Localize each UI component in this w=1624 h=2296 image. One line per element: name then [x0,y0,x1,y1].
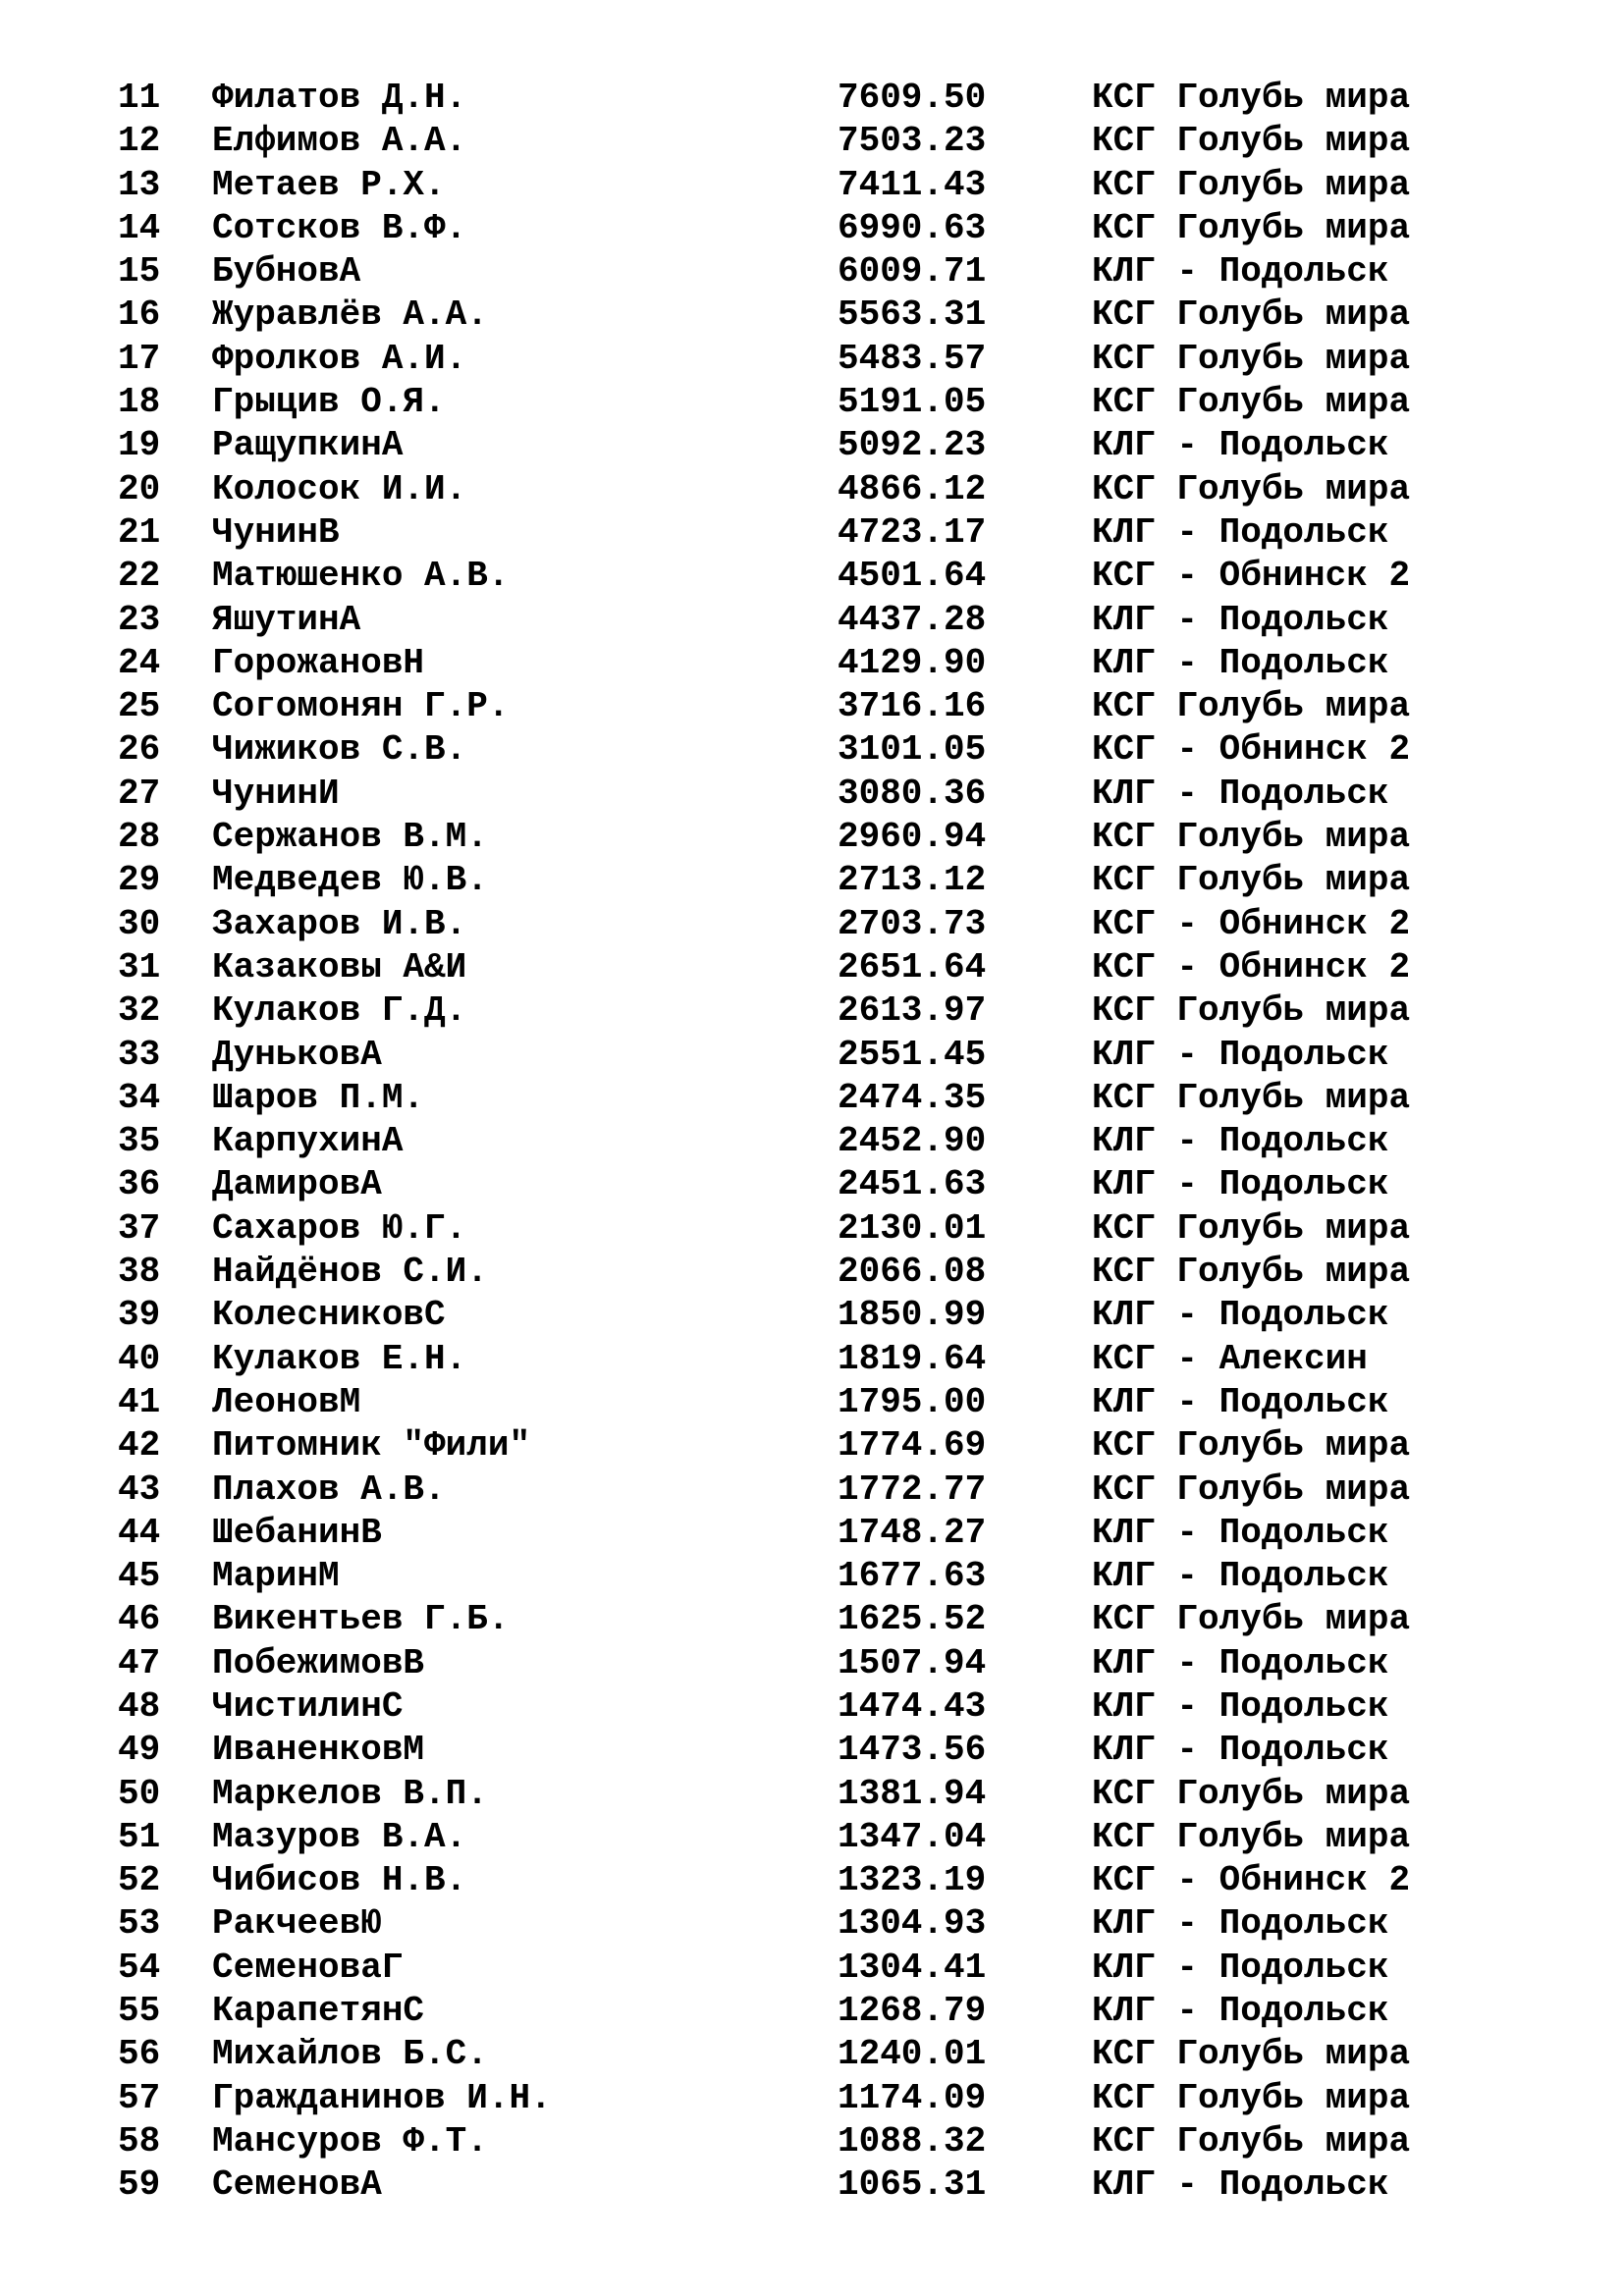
club-cell: КЛГ - Подольск [1092,1903,1389,1945]
club-cell: КСГ Голубь мира [1092,2077,1411,2118]
name-cell: Сотсков В.Ф. [212,207,467,248]
name-cell: Кулаков Г.Д. [212,990,467,1032]
table-row [0,1468,1624,1512]
club-cell: КСГ Голубь мира [1092,78,1411,118]
name-cell: СеменовА [212,2164,382,2206]
name-cell: Маркелов В.П. [212,1773,488,1814]
rank-cell: 46 [118,1599,161,1640]
club-cell: КСГ Голубь мира [1092,382,1411,423]
rank-cell: 22 [118,556,161,597]
rank-cell: 41 [118,1381,161,1422]
table-row [0,1338,1624,1381]
name-cell: ГорожановН [212,642,425,683]
name-cell: Елфимов А.А. [212,121,467,162]
name-cell: Сержанов В.М. [212,817,488,858]
club-cell: КЛГ - Подольск [1092,1295,1389,1336]
club-cell: КСГ Голубь мира [1092,121,1411,162]
rank-cell: 32 [118,990,161,1032]
rank-cell: 13 [118,164,161,205]
rank-cell: 20 [118,468,161,509]
rank-cell: 28 [118,817,161,858]
rank-cell: 11 [118,78,161,118]
rank-cell: 47 [118,1642,161,1683]
name-cell: Михайлов Б.С. [212,2034,488,2075]
rank-cell: 53 [118,1903,161,1945]
score-cell: 2703.73 [838,903,987,944]
table-row [0,1902,1624,1946]
table-row [0,1990,1624,2033]
name-cell: Питомник "Фили" [212,1425,531,1467]
table-row [0,77,1624,120]
rank-cell: 34 [118,1077,161,1118]
score-cell: 1772.77 [838,1468,987,1510]
rank-cell: 17 [118,338,161,379]
score-cell: 6009.71 [838,251,987,293]
table-row [0,1816,1624,1859]
score-cell: 3716.16 [838,686,987,727]
rank-cell: 38 [118,1252,161,1293]
rank-cell: 27 [118,773,161,814]
name-cell: РащупкинА [212,425,404,466]
table-row [0,1947,1624,1990]
score-cell: 1625.52 [838,1599,987,1640]
club-cell: КЛГ - Подольск [1092,1164,1389,1205]
name-cell: РакчеевЮ [212,1903,382,1945]
club-cell: КЛГ - Подольск [1092,1685,1389,1727]
table-row [0,1034,1624,1077]
club-cell: КЛГ - Подольск [1092,425,1389,466]
table-row [0,294,1624,337]
table-row [0,120,1624,163]
club-cell: КСГ - Обнинск 2 [1092,903,1411,944]
score-cell: 1347.04 [838,1816,987,1857]
rank-cell: 12 [118,121,161,162]
rank-cell: 26 [118,729,161,771]
rank-cell: 56 [118,2034,161,2075]
table-row [0,989,1624,1033]
club-cell: КСГ Голубь мира [1092,164,1411,205]
table-row [0,1120,1624,1163]
rank-cell: 23 [118,599,161,640]
score-cell: 5563.31 [838,294,987,336]
score-cell: 3101.05 [838,729,987,771]
score-cell: 4866.12 [838,468,987,509]
table-row [0,728,1624,772]
club-cell: КСГ - Обнинск 2 [1092,946,1411,988]
club-cell: КЛГ - Подольск [1092,1512,1389,1553]
score-cell: 1174.09 [838,2077,987,2118]
score-cell: 1774.69 [838,1425,987,1467]
name-cell: ЛеоновМ [212,1381,361,1422]
score-cell: 5191.05 [838,382,987,423]
rank-cell: 55 [118,1991,161,2032]
score-cell: 1240.01 [838,2034,987,2075]
score-cell: 5483.57 [838,338,987,379]
club-cell: КЛГ - Подольск [1092,599,1389,640]
name-cell: КарапетянС [212,1991,425,2032]
score-cell: 2066.08 [838,1252,987,1293]
table-row [0,1642,1624,1685]
table-row [0,946,1624,989]
club-cell: КСГ Голубь мира [1092,1599,1411,1640]
rank-cell: 36 [118,1164,161,1205]
table-row [0,555,1624,598]
score-cell: 1323.19 [838,1860,987,1901]
score-cell: 1268.79 [838,1991,987,2032]
name-cell: Захаров И.В. [212,903,467,944]
club-cell: КЛГ - Подольск [1092,773,1389,814]
name-cell: Грыцив О.Я. [212,382,446,423]
name-cell: Кулаков Е.Н. [212,1338,467,1379]
table-row [0,468,1624,511]
name-cell: Фролков А.И. [212,338,467,379]
table-row [0,1859,1624,1902]
club-cell: КЛГ - Подольск [1092,251,1389,293]
name-cell: Метаев Р.Х. [212,164,446,205]
rank-cell: 14 [118,207,161,248]
name-cell: Найдёнов С.И. [212,1252,488,1293]
rank-cell: 19 [118,425,161,466]
table-row [0,1512,1624,1555]
table-row [0,511,1624,555]
name-cell: Мазуров В.А. [212,1816,467,1857]
score-cell: 7411.43 [838,164,987,205]
rank-cell: 37 [118,1207,161,1249]
club-cell: КСГ Голубь мира [1092,338,1411,379]
club-cell: КСГ - Обнинск 2 [1092,556,1411,597]
score-cell: 1088.32 [838,2120,987,2162]
name-cell: ЧунинВ [212,511,340,553]
score-cell: 2452.90 [838,1121,987,1162]
club-cell: КСГ Голубь мира [1092,207,1411,248]
rank-cell: 48 [118,1685,161,1727]
rank-cell: 24 [118,642,161,683]
score-cell: 2130.01 [838,1207,987,1249]
table-row [0,2120,1624,2163]
rank-cell: 50 [118,1773,161,1814]
name-cell: Викентьев Г.Б. [212,1599,510,1640]
score-cell: 1850.99 [838,1295,987,1336]
club-cell: КСГ Голубь мира [1092,817,1411,858]
club-cell: КСГ Голубь мира [1092,2120,1411,2162]
score-cell: 7503.23 [838,121,987,162]
name-cell: КарпухинА [212,1121,404,1162]
results-list [0,77,1624,2208]
rank-cell: 40 [118,1338,161,1379]
rank-cell: 52 [118,1860,161,1901]
table-row [0,903,1624,946]
name-cell: Шаров П.М. [212,1077,425,1118]
score-cell: 1819.64 [838,1338,987,1379]
club-cell: КЛГ - Подольск [1092,1381,1389,1422]
table-row [0,1381,1624,1424]
name-cell: ЧунинИ [212,773,340,814]
rank-cell: 49 [118,1730,161,1771]
table-row [0,1424,1624,1468]
table-row [0,859,1624,902]
name-cell: Сахаров Ю.Г. [212,1207,467,1249]
rank-cell: 57 [118,2077,161,2118]
name-cell: Колосок И.И. [212,468,467,509]
club-cell: КЛГ - Подольск [1092,1121,1389,1162]
rank-cell: 33 [118,1034,161,1075]
rank-cell: 44 [118,1512,161,1553]
score-cell: 4501.64 [838,556,987,597]
club-cell: КСГ Голубь мира [1092,1816,1411,1857]
table-row [0,1685,1624,1729]
club-cell: КЛГ - Подольск [1092,1034,1389,1075]
score-cell: 1304.93 [838,1903,987,1945]
name-cell: Медведев Ю.В. [212,860,488,901]
rank-cell: 15 [118,251,161,293]
club-cell: КСГ - Обнинск 2 [1092,729,1411,771]
table-row [0,773,1624,816]
club-cell: КСГ Голубь мира [1092,1252,1411,1293]
club-cell: КСГ Голубь мира [1092,686,1411,727]
club-cell: КСГ Голубь мира [1092,294,1411,336]
name-cell: Плахов А.В. [212,1468,446,1510]
score-cell: 2651.64 [838,946,987,988]
rank-cell: 39 [118,1295,161,1336]
table-row [0,1207,1624,1251]
table-row [0,250,1624,294]
name-cell: КолесниковС [212,1295,446,1336]
rank-cell: 31 [118,946,161,988]
table-row [0,1251,1624,1294]
table-row [0,1294,1624,1337]
club-cell: КЛГ - Подольск [1092,511,1389,553]
table-row [0,381,1624,424]
rank-cell: 45 [118,1556,161,1597]
club-cell: КСГ Голубь мира [1092,990,1411,1032]
club-cell: КСГ Голубь мира [1092,1077,1411,1118]
club-cell: КСГ Голубь мира [1092,468,1411,509]
name-cell: Чижиков С.В. [212,729,467,771]
score-cell: 4437.28 [838,599,987,640]
score-cell: 1507.94 [838,1642,987,1683]
name-cell: Согомонян Г.Р. [212,686,510,727]
rank-cell: 25 [118,686,161,727]
club-cell: КСГ Голубь мира [1092,1468,1411,1510]
club-cell: КЛГ - Подольск [1092,1991,1389,2032]
rank-cell: 51 [118,1816,161,1857]
score-cell: 5092.23 [838,425,987,466]
table-row [0,1729,1624,1772]
score-cell: 1474.43 [838,1685,987,1727]
club-cell: КЛГ - Подольск [1092,642,1389,683]
score-cell: 2713.12 [838,860,987,901]
score-cell: 2613.97 [838,990,987,1032]
rank-cell: 18 [118,382,161,423]
score-cell: 2474.35 [838,1077,987,1118]
club-cell: КСГ Голубь мира [1092,2034,1411,2075]
score-cell: 1065.31 [838,2164,987,2206]
score-cell: 3080.36 [838,773,987,814]
score-cell: 1677.63 [838,1556,987,1597]
rank-cell: 42 [118,1425,161,1467]
name-cell: Филатов Д.Н. [212,78,467,118]
club-cell: КЛГ - Подольск [1092,2164,1389,2206]
name-cell: ЯшутинА [212,599,361,640]
club-cell: КСГ Голубь мира [1092,860,1411,901]
table-row [0,2163,1624,2207]
name-cell: Чибисов Н.В. [212,1860,467,1901]
rank-cell: 16 [118,294,161,336]
name-cell: Мансуров Ф.Т. [212,2120,488,2162]
club-cell: КСГ Голубь мира [1092,1425,1411,1467]
table-row [0,338,1624,381]
table-row [0,685,1624,728]
score-cell: 7609.50 [838,78,987,118]
score-cell: 1381.94 [838,1773,987,1814]
score-cell: 4723.17 [838,511,987,553]
score-cell: 6990.63 [838,207,987,248]
name-cell: ДуньковА [212,1034,382,1075]
table-row [0,642,1624,685]
score-cell: 1473.56 [838,1730,987,1771]
club-cell: КСГ Голубь мира [1092,1207,1411,1249]
name-cell: СеменоваГ [212,1947,404,1988]
club-cell: КЛГ - Подольск [1092,1730,1389,1771]
rank-cell: 35 [118,1121,161,1162]
score-cell: 1748.27 [838,1512,987,1553]
rank-cell: 30 [118,903,161,944]
rank-cell: 59 [118,2164,161,2206]
table-row [0,599,1624,642]
club-cell: КСГ - Обнинск 2 [1092,1860,1411,1901]
rank-cell: 29 [118,860,161,901]
club-cell: КСГ Голубь мира [1092,1773,1411,1814]
table-row [0,2033,1624,2076]
table-row [0,207,1624,250]
club-cell: КЛГ - Подольск [1092,1642,1389,1683]
score-cell: 2551.45 [838,1034,987,1075]
rank-cell: 43 [118,1468,161,1510]
name-cell: Гражданинов И.Н. [212,2077,552,2118]
table-row [0,1773,1624,1816]
club-cell: КЛГ - Подольск [1092,1947,1389,1988]
table-row [0,2077,1624,2120]
table-row [0,1077,1624,1120]
club-cell: КЛГ - Подольск [1092,1556,1389,1597]
table-row [0,1163,1624,1206]
score-cell: 2960.94 [838,817,987,858]
table-row [0,816,1624,859]
score-cell: 1304.41 [838,1947,987,1988]
name-cell: ИваненковМ [212,1730,425,1771]
rank-cell: 21 [118,511,161,553]
name-cell: ПобежимовВ [212,1642,425,1683]
name-cell: Казаковы А&И [212,946,467,988]
name-cell: Матюшенко А.В. [212,556,510,597]
table-row [0,164,1624,207]
name-cell: Журавлёв А.А. [212,294,488,336]
name-cell: ШебанинВ [212,1512,382,1553]
name-cell: ЧистилинС [212,1685,404,1727]
table-row [0,424,1624,467]
rank-cell: 54 [118,1947,161,1988]
score-cell: 1795.00 [838,1381,987,1422]
score-cell: 4129.90 [838,642,987,683]
club-cell: КСГ - Алексин [1092,1338,1368,1379]
score-cell: 2451.63 [838,1164,987,1205]
name-cell: МаринМ [212,1556,340,1597]
table-row [0,1598,1624,1641]
name-cell: ДамировА [212,1164,382,1205]
name-cell: БубновА [212,251,361,293]
rank-cell: 58 [118,2120,161,2162]
table-row [0,1555,1624,1598]
